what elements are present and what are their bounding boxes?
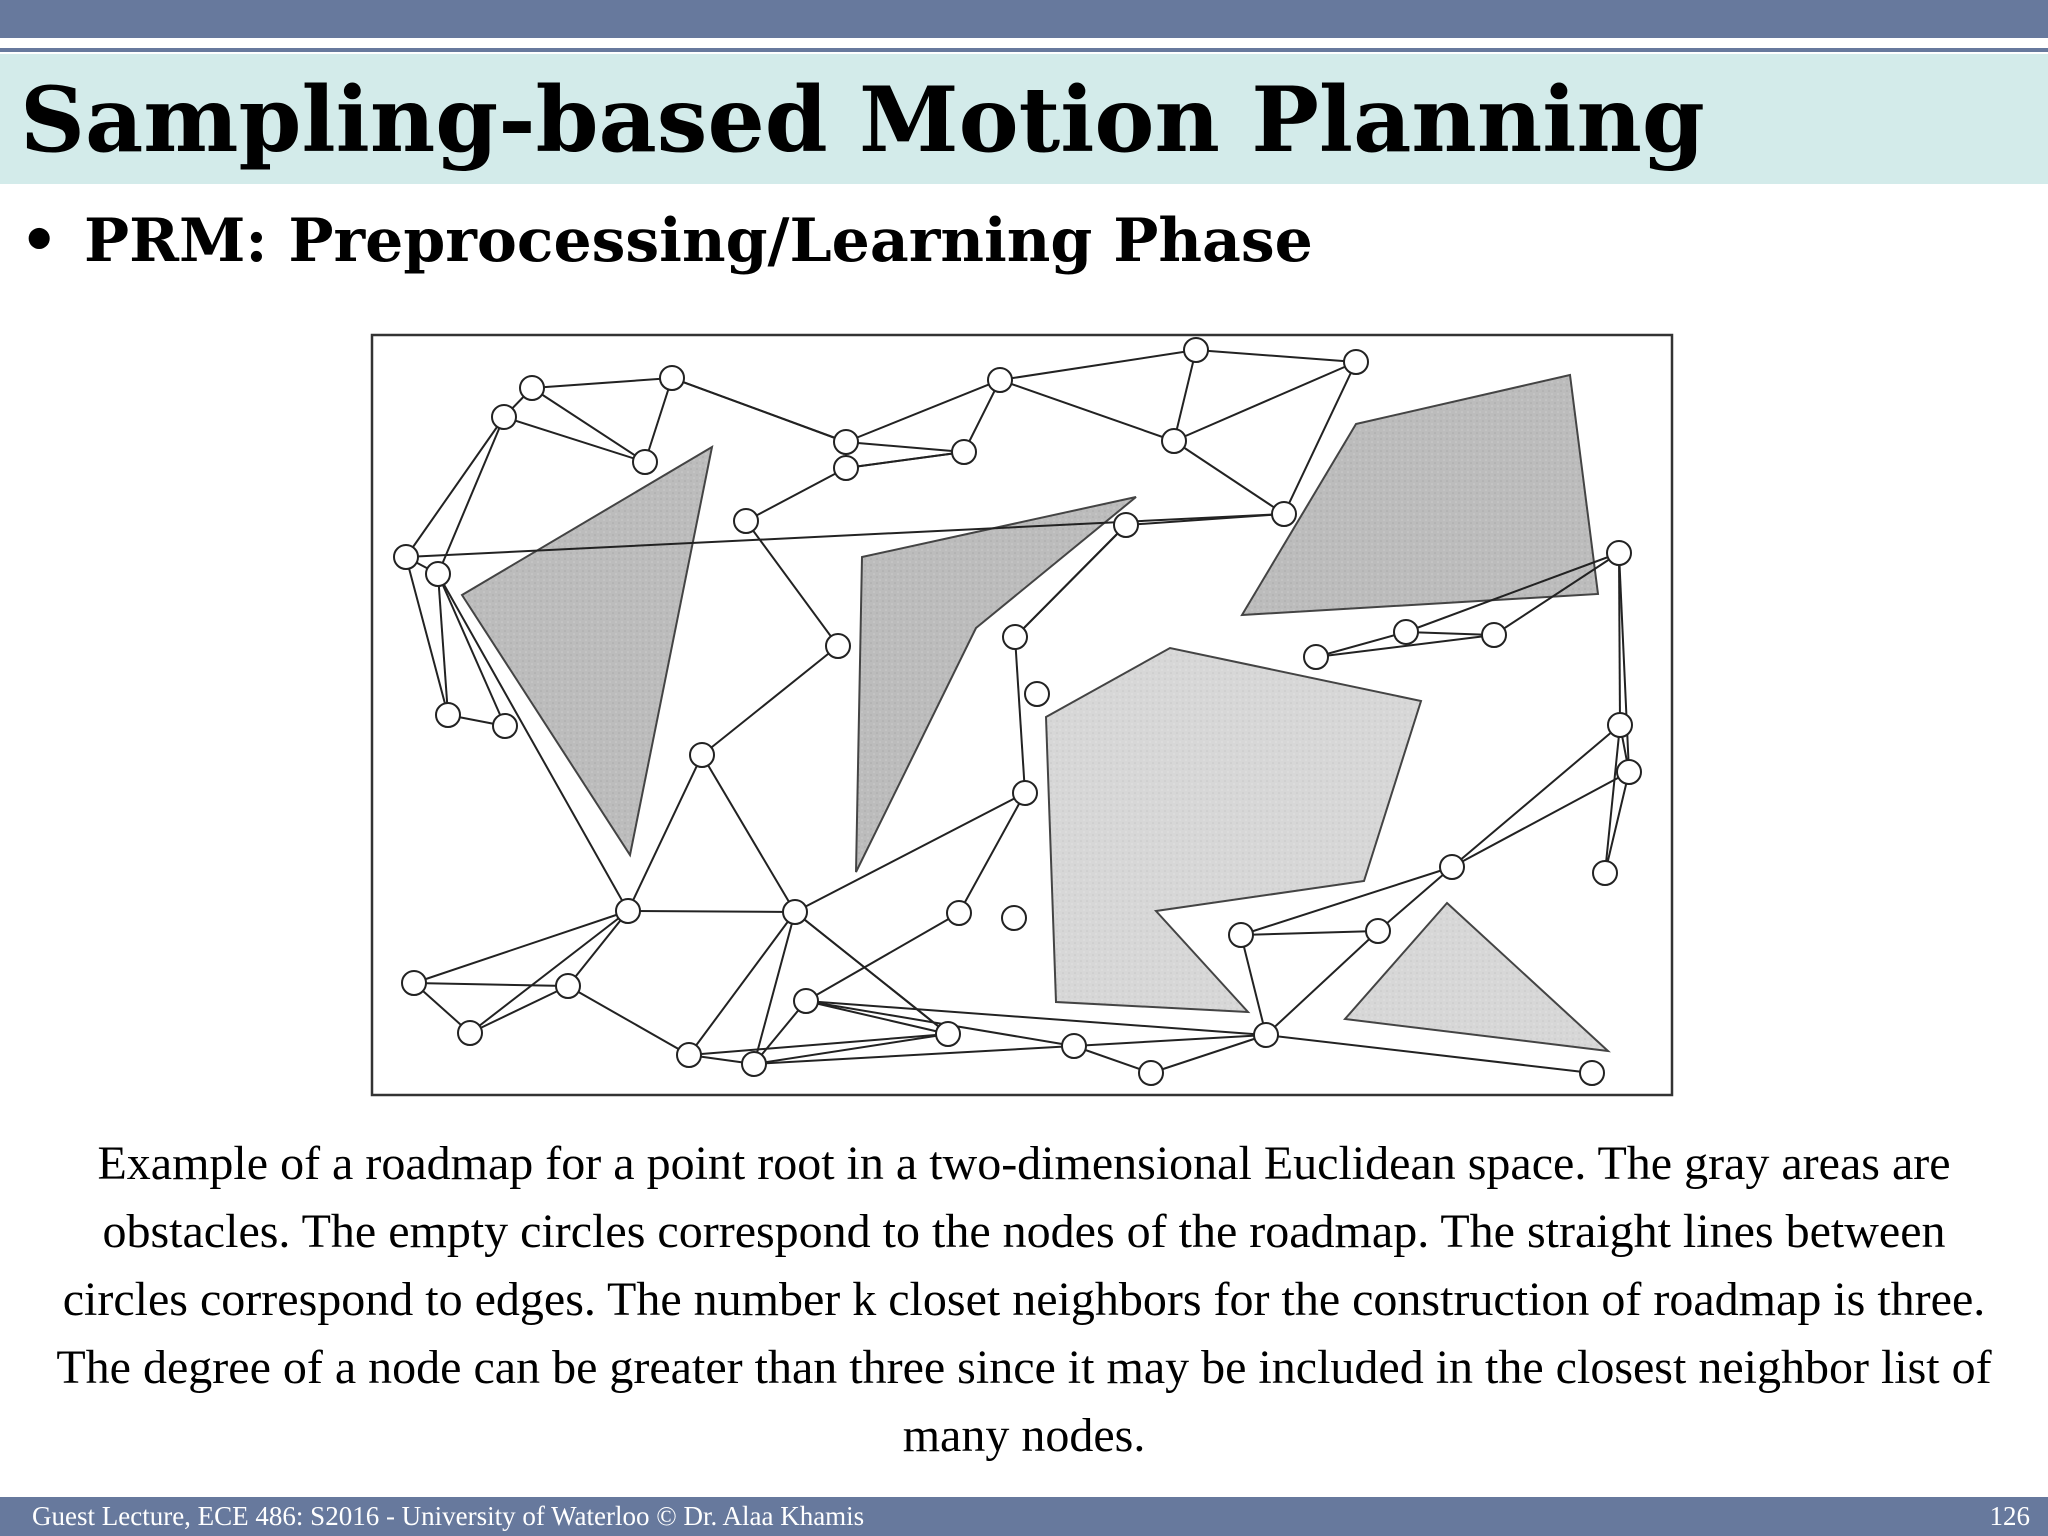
roadmap-node [1482, 623, 1506, 647]
roadmap-edge [645, 378, 672, 462]
roadmap-node [1062, 1034, 1086, 1058]
roadmap-node [1025, 682, 1049, 706]
roadmap-edge [702, 755, 795, 912]
roadmap-node [1162, 429, 1186, 453]
roadmap-edge [846, 442, 964, 452]
obstacles [462, 375, 1608, 1051]
roadmap-node [1580, 1061, 1604, 1085]
roadmap-edge [1406, 632, 1494, 635]
roadmap-node [556, 974, 580, 998]
roadmap-edge [1605, 772, 1629, 873]
roadmap-edge [1174, 441, 1284, 514]
bullet-item [20, 205, 1313, 277]
roadmap-node [660, 366, 684, 390]
roadmap-edge [568, 911, 628, 986]
roadmap-edge [846, 452, 964, 468]
roadmap-node [1593, 861, 1617, 885]
roadmap-node [426, 562, 450, 586]
roadmap-node [1366, 919, 1390, 943]
roadmap-node [1440, 855, 1464, 879]
roadmap-edge [702, 646, 838, 755]
roadmap-edge [1000, 350, 1196, 380]
roadmap-node [1344, 350, 1368, 374]
roadmap-node [794, 989, 818, 1013]
roadmap-edge [754, 912, 795, 1064]
roadmap-edge [568, 986, 689, 1055]
roadmap-node [633, 450, 657, 474]
roadmap-node [1114, 513, 1138, 537]
roadmap-node [1304, 645, 1328, 669]
roadmap-edge [1605, 725, 1620, 873]
slide-title: Sampling-based Motion Planning [20, 67, 1705, 173]
roadmap-edge [414, 983, 568, 986]
roadmap-node [458, 1021, 482, 1045]
roadmap-edge [754, 1046, 1074, 1064]
roadmap-node [834, 456, 858, 480]
obstacle-polygon-center [1046, 648, 1421, 1012]
roadmap-node [677, 1043, 701, 1067]
roadmap-node [1608, 713, 1632, 737]
roadmap-edge [414, 911, 628, 983]
roadmap-node [1254, 1023, 1278, 1047]
roadmap-edge [746, 521, 838, 646]
roadmap-edge [1316, 632, 1406, 657]
page-number: 126 [1989, 1501, 2030, 1531]
roadmap-node [1139, 1061, 1163, 1085]
roadmap-node [520, 376, 544, 400]
roadmap-edge [1015, 637, 1025, 793]
roadmap-edge [846, 380, 1000, 442]
roadmap-edge [628, 911, 795, 912]
roadmap-node [826, 634, 850, 658]
roadmap-edge [470, 986, 568, 1033]
roadmap-node [492, 405, 516, 429]
top-rule [0, 48, 2048, 52]
roadmap-edge [1000, 380, 1174, 441]
roadmap-node [436, 703, 460, 727]
roadmap-node [1003, 625, 1027, 649]
roadmap-edge [1174, 362, 1356, 441]
roadmap-edge [689, 1034, 948, 1055]
roadmap-node [742, 1052, 766, 1076]
roadmap-node [402, 971, 426, 995]
roadmap-edge [532, 378, 672, 388]
roadmap-edge [1241, 931, 1378, 935]
roadmap-edge [806, 913, 959, 1001]
bullet-dot-icon: • [20, 206, 59, 276]
roadmap-node [988, 368, 1012, 392]
bullet-text: PRM: Preprocessing/Learning Phase [84, 206, 1313, 276]
figure-caption: Example of a roadmap for a point root in a two-dimensional Euclidean space. The gray areas are obstacles. The empty circles correspond to the nodes of the roadmap. The straight lines between circles correspond to edges. The number k closet neighbors for the construction of roadmap is three. The degree of a node can be greater than three since it may be included in the closest neighbor list of many nodes. [56, 1137, 1992, 1462]
roadmap-edge [1196, 350, 1356, 362]
roadmap-edge [1452, 772, 1629, 867]
roadmap-edge [672, 378, 846, 442]
footer-bar [0, 1497, 2048, 1536]
roadmap-figure [370, 330, 1680, 1100]
top-bar [0, 0, 2048, 38]
obstacle-quad-top-right [1242, 375, 1598, 615]
roadmap-node [616, 899, 640, 923]
roadmap-node [690, 743, 714, 767]
roadmap-node [394, 545, 418, 569]
footer-credit: Guest Lecture, ECE 486: S2016 - University of Waterloo © Dr. Alaa Khamis [32, 1501, 865, 1531]
roadmap-node [834, 430, 858, 454]
roadmap-node [1002, 906, 1026, 930]
roadmap-node [1607, 541, 1631, 565]
roadmap-edge [532, 388, 645, 462]
roadmap-edge [795, 793, 1025, 912]
roadmap-edge [406, 514, 1284, 557]
roadmap-node [1184, 338, 1208, 362]
roadmap-node [783, 900, 807, 924]
roadmap-node [1013, 781, 1037, 805]
roadmap-node [734, 509, 758, 533]
roadmap-edge [1452, 725, 1620, 867]
roadmap-edge [470, 911, 628, 1033]
roadmap-edge [504, 417, 645, 462]
roadmap-edge [1174, 350, 1196, 441]
roadmap-node [1229, 923, 1253, 947]
roadmap-edge [746, 468, 846, 521]
roadmap-node [493, 714, 517, 738]
obstacle-triangle-left [462, 447, 712, 855]
roadmap-node [1617, 760, 1641, 784]
roadmap-node [1272, 502, 1296, 526]
roadmap-node [1394, 620, 1418, 644]
roadmap-node [936, 1022, 960, 1046]
roadmap-node [947, 901, 971, 925]
roadmap-edge [1241, 935, 1266, 1035]
roadmap-node [952, 440, 976, 464]
